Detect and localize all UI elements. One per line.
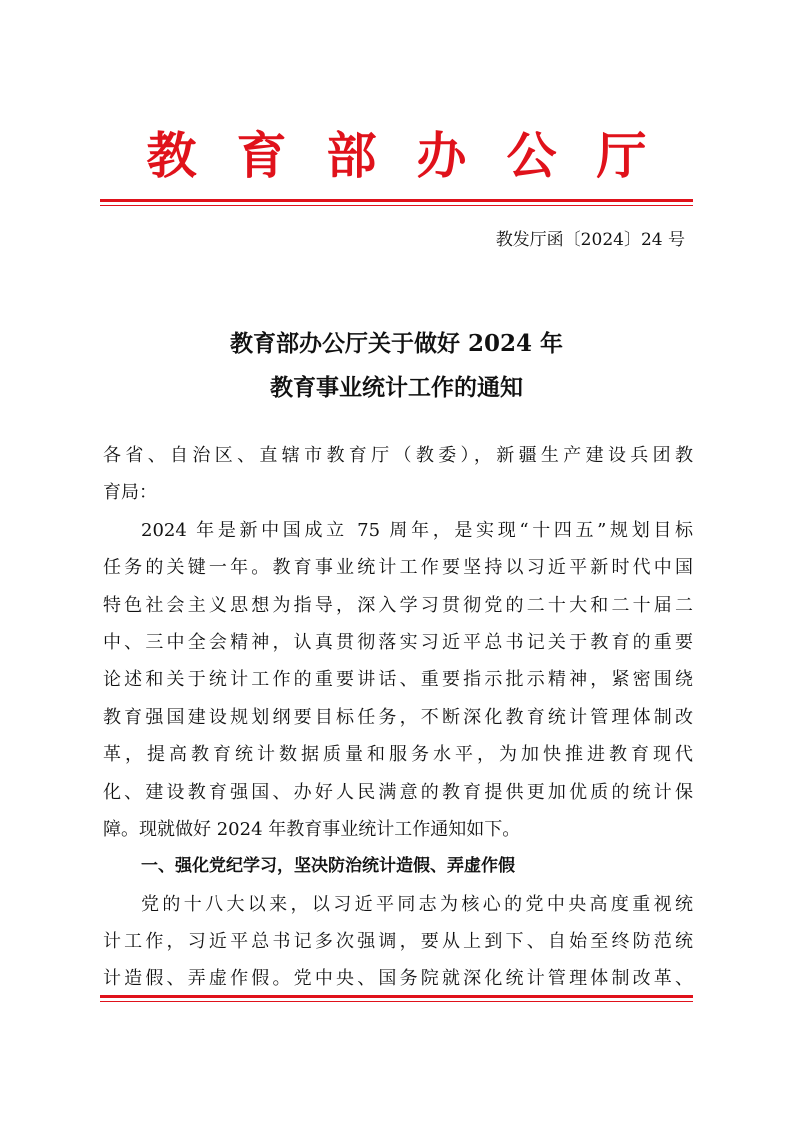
paragraph-2-line-1: 党的十八大以来，以习近平同志为核心的党中央高度重视统 xyxy=(141,893,693,915)
addressee-line-1: 各省、自治区、直辖市教育厅（教委），新疆生产建设兵团教 xyxy=(103,445,693,466)
paragraph-1-line-4: 中、三中全会精神，认真贯彻落实习近平总书记关于教育的重要 xyxy=(103,631,693,653)
masthead-red-rule-thick xyxy=(100,199,693,202)
paragraph-1-line-6: 教育强国建设规划纲要目标任务，不断深化教育统计管理体制改 xyxy=(103,706,693,728)
section-heading-1: 一、强化党纪学习，坚决防治统计造假、弄虚作假 xyxy=(141,856,515,877)
footer-red-rule-thin xyxy=(100,1001,693,1002)
footer-red-rule-thick xyxy=(100,995,693,998)
document-title-line-2: 教育事业统计工作的通知 xyxy=(270,374,523,401)
addressee-line-2: 育局： xyxy=(103,482,157,504)
paragraph-1-line-1: 2024 年是新中国成立 75 周年，是实现“十四五”规划目标 xyxy=(141,519,693,541)
paragraph-1-line-9: 障。现就做好 2024 年教育事业统计工作通知如下。 xyxy=(103,818,521,840)
paragraph-1-line-7: 革，提高教育统计数据质量和服务水平，为加快推进教育现代 xyxy=(103,744,693,766)
paragraph-2-line-2: 计工作，习近平总书记多次强调，要从上到下、自始至终防范统 xyxy=(103,931,693,953)
paragraph-1-line-5: 论述和关于统计工作的重要讲话、重要指示批示精神，紧密围绕 xyxy=(103,669,693,691)
paragraph-1-line-2: 任务的关键一年。教育事业统计工作要坚持以习近平新时代中国 xyxy=(103,557,693,579)
document-number: 教发厅函〔2024〕24 号 xyxy=(495,230,685,250)
masthead-org-name: 教育部办公厅 xyxy=(146,126,687,185)
masthead-red-rule-thin xyxy=(100,205,693,206)
document-title-line-1: 教育部办公厅关于做好 2024 年 xyxy=(229,330,564,357)
paragraph-1-line-3: 特色社会主义思想为指导，深入学习贯彻党的二十大和二十届二 xyxy=(103,594,693,616)
paragraph-2-line-3: 计造假、弄虚作假。党中央、国务院就深化统计管理体制改革、 xyxy=(103,968,693,990)
document-body xyxy=(103,437,693,998)
paragraph-1-line-8: 化、建设教育强国、办好人民满意的教育提供更加优质的统计保 xyxy=(103,781,693,803)
